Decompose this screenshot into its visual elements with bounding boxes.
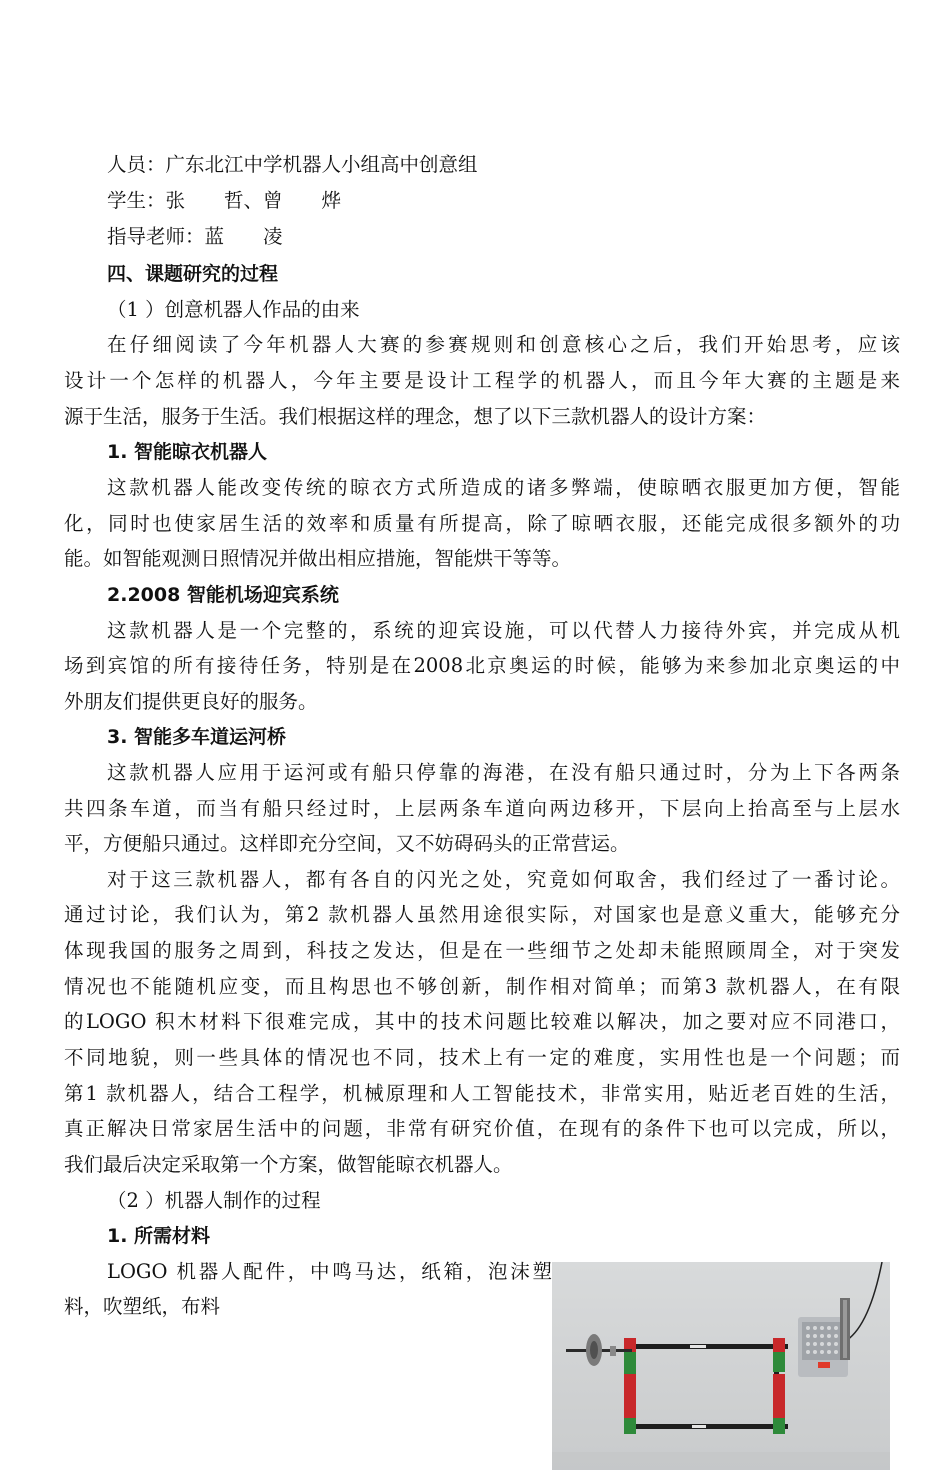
paragraph-line: 在仔细阅读了今年机器人大赛的参赛规则和创意核心之后，我们开始思考，应该 [107,333,900,356]
paragraph-line: 场到宾馆的所有接待任务，特别是在2008北京奥运的时候，能够为来参加北京奥运的中 [64,654,900,677]
paragraph-line: 不同地貌，则一些具体的情况也不同，技术上有一定的难度，实用性也是一个问题；而 [64,1046,900,1069]
paragraph-line: 对于这三款机器人，都有各自的闪光之处，究竟如何取舍，我们经过了一番讨论。 [107,868,900,891]
personnel-line: 人员：广东北江中学机器人小组高中创意组 [107,153,478,176]
paragraph-line: 体现我国的服务之周到，科技之发达，但是在一些细节之处却未能照顾周全，对于突发 [64,939,900,962]
section-heading: 四、课题研究的过程 [107,263,279,285]
paragraph-line: 能。如智能观测日照情况并做出相应措施，智能烘干等等。 [64,547,572,570]
paragraph-line: 这款机器人能改变传统的晾衣方式所造成的诸多弊端，使晾晒衣服更加方便，智能 [107,476,900,499]
paragraph-line: 的LOGO 积木材料下很难完成，其中的技术问题比较难以解决，加之要对应不同港口， [64,1010,900,1033]
paragraph-line: 共四条车道，而当有船只经过时，上层两条车道向两边移开，下层向上抬高至与上层水 [64,797,900,820]
materials-line: 料，吹塑纸，布料 [64,1295,221,1318]
paragraph-line: 这款机器人应用于运河或有船只停靠的海港，在没有船只通过时，分为上下各两条 [107,761,900,784]
paragraph-line: 通过讨论，我们认为，第2 款机器人虽然用途很实际，对国家也是意义重大，能够充分 [64,903,900,926]
subsection-heading-2: （2 ）机器人制作的过程 [107,1189,321,1212]
paragraph-line: 化，同时也使家居生活的效率和质量有所提高，除了晾晒衣服，还能完成很多额外的功 [64,512,900,535]
subsection-heading-1: （1 ）创意机器人作品的由来 [107,298,360,321]
paragraph-line: 平，方便船只通过。这样即充分空间，又不妨碍码头的正常营运。 [64,832,630,855]
paragraph-line: 我们最后决定采取第一个方案，做智能晾衣机器人。 [64,1153,513,1176]
paragraph-line: 外朋友们提供更良好的服务。 [64,690,318,713]
item-title-materials: 1. 所需材料 [107,1225,211,1247]
robot-prototype-photo [552,1262,890,1470]
paragraph-line: 真正解决日常家居生活中的问题，非常有研究价值，在现有的条件下也可以完成，所以， [64,1117,900,1140]
paragraph-line: 情况也不能随机应变，而且构思也不够创新，制作相对简单；而第3 款机器人，在有限 [64,975,900,998]
paragraph-line: 这款机器人是一个完整的，系统的迎宾设施，可以代替人力接待外宾，并完成从机 [107,619,900,642]
paragraph-line: 第1 款机器人，结合工程学，机械原理和人工智能技术，非常实用，贴近老百姓的生活， [64,1082,900,1105]
paragraph-line: 源于生活，服务于生活。我们根据这样的理念，想了以下三款机器人的设计方案： [64,405,767,428]
item-title-3: 3. 智能多车道运河桥 [107,726,287,748]
teacher-line: 指导老师：蓝 凌 [107,225,283,248]
materials-line: LOGO 机器人配件，中鸣马达，纸箱，泡沫塑 [107,1260,552,1283]
item-title-2: 2.2008 智能机场迎宾系统 [107,584,339,606]
robot-prototype-illustration [552,1262,890,1470]
item-title-1: 1. 智能晾衣机器人 [107,441,268,463]
students-line: 学生：张 哲、曾 烨 [107,189,342,212]
paragraph-line: 设计一个怎样的机器人，今年主要是设计工程学的机器人，而且今年大赛的主题是来 [64,369,900,392]
